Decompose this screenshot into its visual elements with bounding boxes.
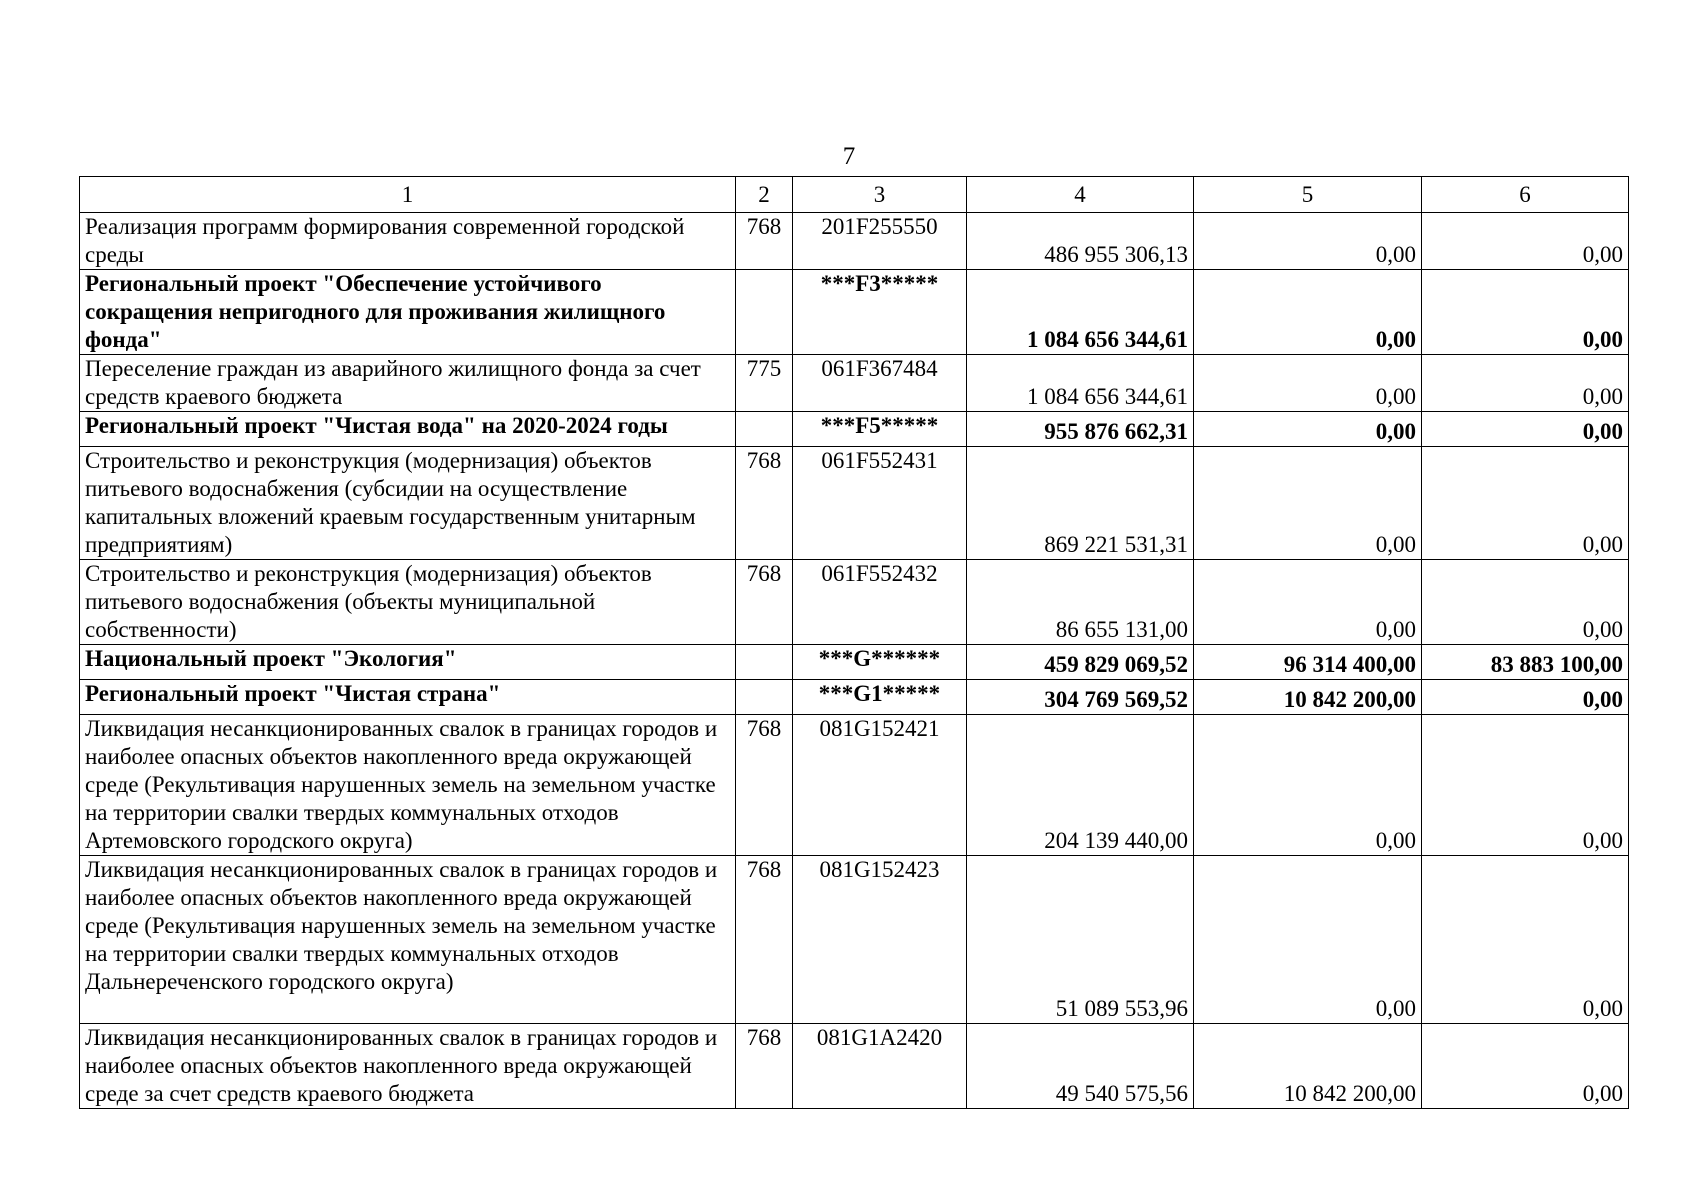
page-number: 7 [842,143,856,170]
table-row [80,447,1629,560]
table-row [80,680,1629,715]
row-value-5: 0,00 [1194,715,1422,856]
row-value-6: 0,00 [1422,680,1629,715]
table-row [80,560,1629,645]
row-value-5: 0,00 [1194,213,1422,270]
row-value-5: 0,00 [1194,447,1422,560]
row-value-6: 0,00 [1422,213,1629,270]
row-target-code: 061F552431 [793,447,967,560]
row-value-6: 0,00 [1422,270,1629,355]
row-value-5: 10 842 200,00 [1194,1024,1422,1109]
column-header-2: 2 [736,177,793,213]
row-value-4: 49 540 575,56 [967,1024,1194,1109]
row-ministry-code: 768 [736,213,793,270]
row-value-5: 0,00 [1194,412,1422,447]
row-value-5: 10 842 200,00 [1194,680,1422,715]
column-header-5: 5 [1194,177,1422,213]
table-row [80,213,1629,270]
row-name: Национальный проект "Экология" [80,645,736,680]
row-target-code: 201F255550 [793,213,967,270]
row-value-6: 0,00 [1422,447,1629,560]
row-value-6: 0,00 [1422,355,1629,412]
row-name: Реализация программ формирования современной городской среды [80,213,736,270]
row-value-4: 1 084 656 344,61 [967,355,1194,412]
row-ministry-code [736,645,793,680]
row-value-4: 459 829 069,52 [967,645,1194,680]
row-target-code: ***F3***** [793,270,967,355]
row-ministry-code [736,680,793,715]
row-target-code: ***F5***** [793,412,967,447]
row-name: Строительство и реконструкция (модернизация) объектов питьевого водоснабжения (субсидии на осуществление капитальных вложений краевым государственным унитарным предприятиям) [80,447,736,560]
row-value-4: 86 655 131,00 [967,560,1194,645]
row-name: Региональный проект "Чистая страна" [80,680,736,715]
row-value-5: 0,00 [1194,355,1422,412]
column-header-3: 3 [793,177,967,213]
column-header-1: 1 [80,177,736,213]
row-ministry-code: 775 [736,355,793,412]
row-value-4: 1 084 656 344,61 [967,270,1194,355]
table-row [80,1024,1629,1109]
row-ministry-code [736,270,793,355]
row-value-4: 204 139 440,00 [967,715,1194,856]
row-value-4: 486 955 306,13 [967,213,1194,270]
row-value-5: 0,00 [1194,560,1422,645]
row-value-6: 0,00 [1422,856,1629,1024]
table-row [80,412,1629,447]
row-value-4: 51 089 553,96 [967,856,1194,1024]
row-value-6: 0,00 [1422,1024,1629,1109]
row-target-code: 061F367484 [793,355,967,412]
table-row [80,715,1629,856]
budget-table [79,176,1629,1109]
row-ministry-code: 768 [736,715,793,856]
row-value-5: 0,00 [1194,270,1422,355]
row-name: Региональный проект "Чистая вода" на 2020-2024 годы [80,412,736,447]
row-target-code: 061F552432 [793,560,967,645]
header-row [80,177,1629,213]
table-row [80,856,1629,1024]
row-ministry-code: 768 [736,447,793,560]
row-name: Региональный проект "Обеспечение устойчивого сокращения непригодного для проживания жилищного фонда" [80,270,736,355]
row-name: Ликвидация несанкционированных свалок в границах городов и наиболее опасных объектов накопленного вреда окружающей среде (Рекультивация нарушенных земель на земельном участке на территории свалки твердых коммунальных отходов Артемовского городского округа) [80,715,736,856]
row-target-code: 081G152421 [793,715,967,856]
row-value-4: 304 769 569,52 [967,680,1194,715]
column-header-6: 6 [1422,177,1629,213]
column-header-4: 4 [967,177,1194,213]
row-ministry-code: 768 [736,1024,793,1109]
row-value-5: 96 314 400,00 [1194,645,1422,680]
table-row [80,645,1629,680]
row-value-6: 0,00 [1422,560,1629,645]
row-target-code: ***G****** [793,645,967,680]
row-ministry-code: 768 [736,856,793,1024]
row-name: Ликвидация несанкционированных свалок в границах городов и наиболее опасных объектов накопленного вреда окружающей среде за счет средств краевого бюджета [80,1024,736,1109]
row-value-6: 0,00 [1422,715,1629,856]
table-row [80,270,1629,355]
row-name: Ликвидация несанкционированных свалок в границах городов и наиболее опасных объектов накопленного вреда окружающей среде (Рекультивация нарушенных земель на земельном участке на территории свалки твердых коммунальных отходов Дальнереченского городского округа) [80,856,736,1024]
row-name: Переселение граждан из аварийного жилищного фонда за счет средств краевого бюджета [80,355,736,412]
row-value-5: 0,00 [1194,856,1422,1024]
row-value-6: 0,00 [1422,412,1629,447]
row-target-code: ***G1***** [793,680,967,715]
row-value-6: 83 883 100,00 [1422,645,1629,680]
row-value-4: 869 221 531,31 [967,447,1194,560]
row-value-4: 955 876 662,31 [967,412,1194,447]
row-target-code: 081G152423 [793,856,967,1024]
row-ministry-code: 768 [736,560,793,645]
table-row [80,355,1629,412]
row-name: Строительство и реконструкция (модернизация) объектов питьевого водоснабжения (объекты муниципальной собственности) [80,560,736,645]
row-target-code: 081G1A2420 [793,1024,967,1109]
row-ministry-code [736,412,793,447]
